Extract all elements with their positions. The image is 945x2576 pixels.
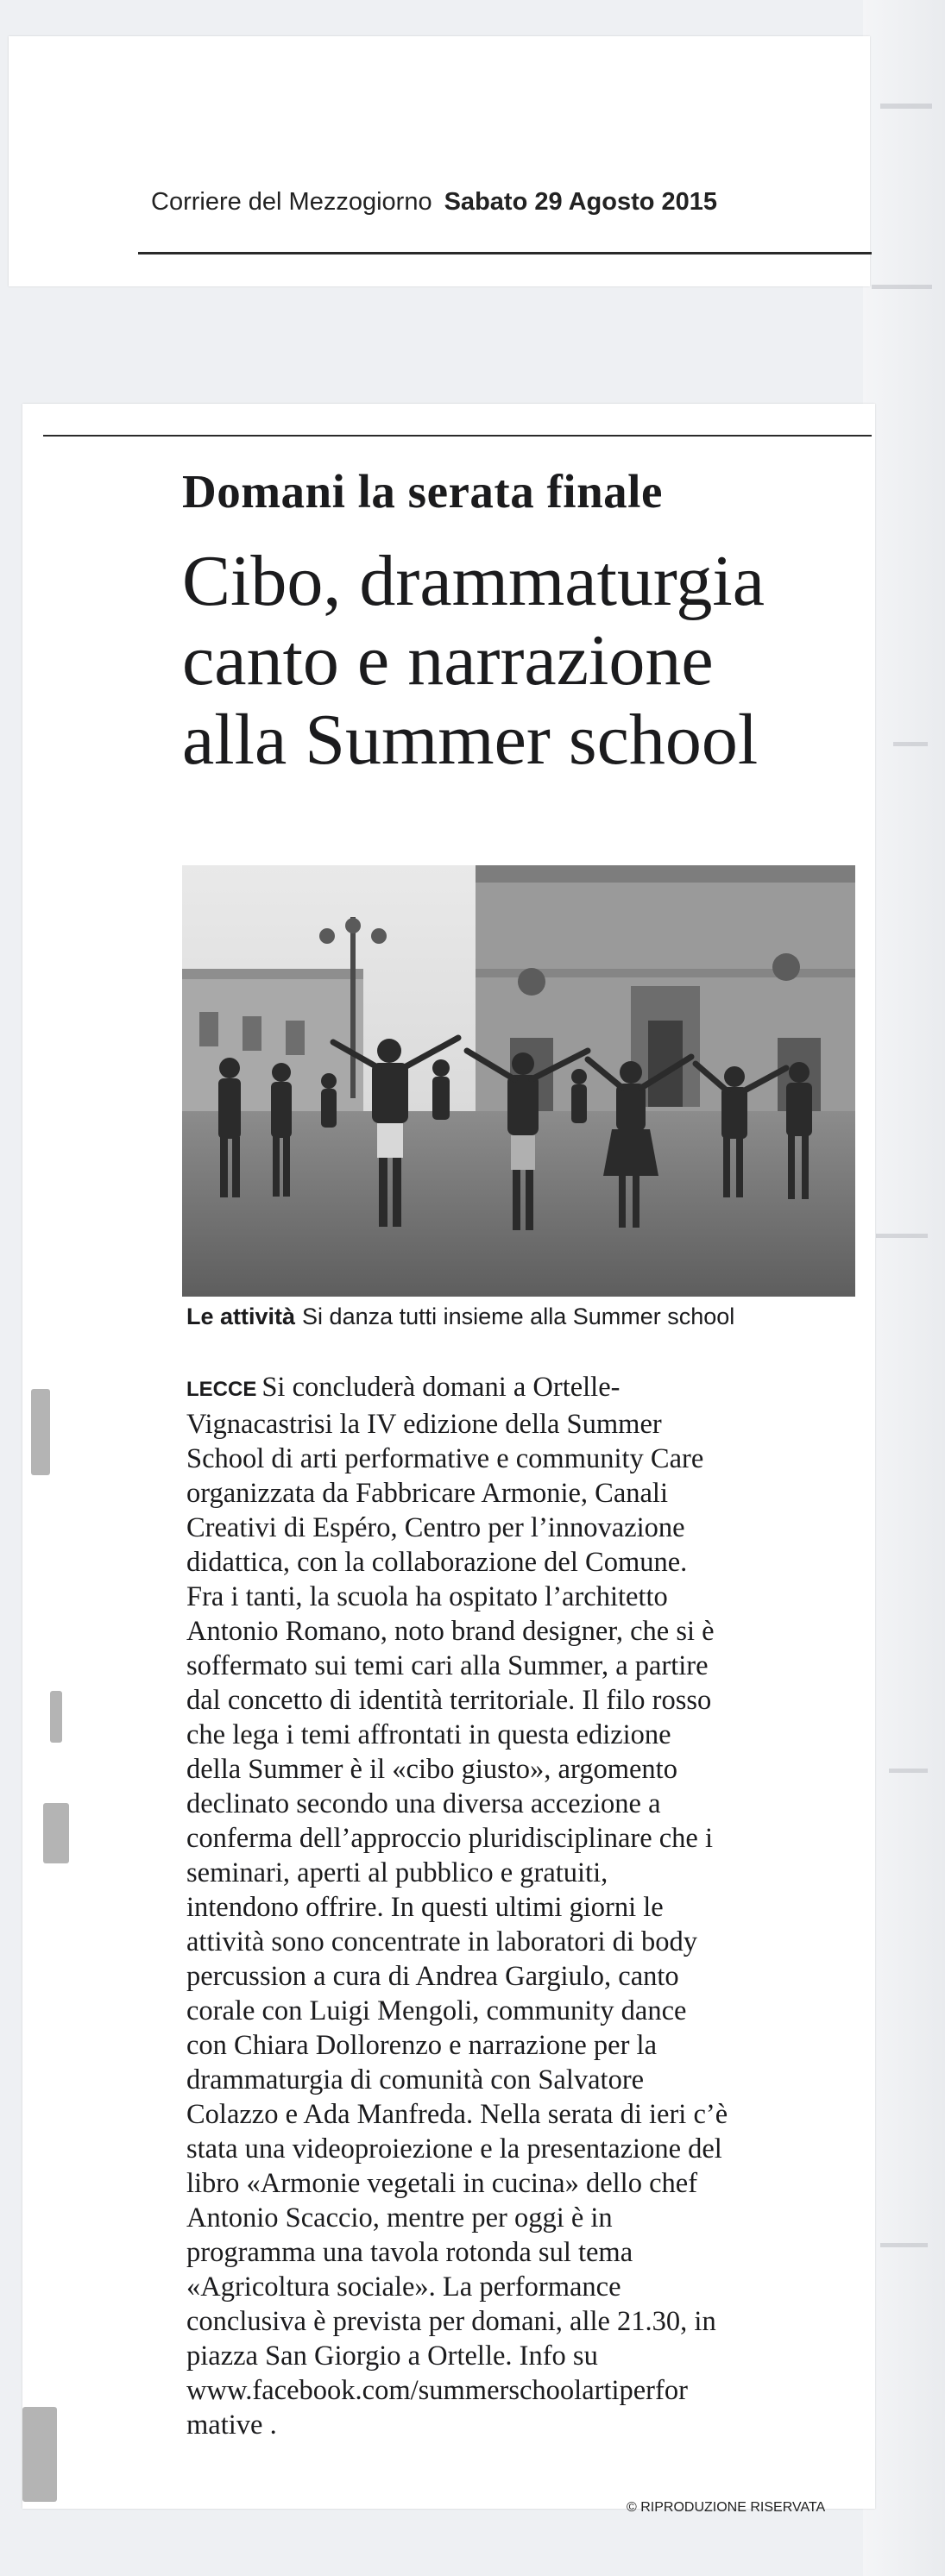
body-line: stata una videoproiezione e la presentazione del [186, 2133, 722, 2164]
body-line: programma una tavola rotonda sul tema [186, 2237, 633, 2268]
photo-caption [186, 1304, 734, 1330]
scan-artifact [43, 1803, 69, 1863]
article-top-rule [43, 435, 872, 437]
body-line: School di arti performative e community Care [186, 1443, 704, 1474]
publication-date: Sabato 29 Agosto 2015 [444, 188, 718, 216]
body-line: soffermato sui temi cari alla Summer, a partire [186, 1650, 709, 1681]
body-line: seminari, aperti al pubblico e gratuiti, [186, 1857, 608, 1888]
copyright-notice: © RIPRODUZIONE RISERVATA [627, 2500, 826, 2515]
body-line: che lega i temi affrontati in questa edizione [186, 1719, 671, 1750]
body-line: conclusiva è prevista per domani, alle 21.30, in [186, 2306, 716, 2337]
body-line: della Summer è il «cibo giusto», argomento [186, 1754, 677, 1785]
body-line: piazza San Giorgio a Ortelle. Info su [186, 2340, 598, 2372]
body-line-text: Si concluderà domani a Ortelle- [261, 1372, 621, 1403]
body-line: drammaturgia di comunità con Salvatore [186, 2064, 645, 2095]
body-line: declinato secondo una diversa accezione a [186, 1788, 661, 1819]
body-line: attività sono concentrate in laboratori di body [186, 1926, 698, 1957]
header-clipping [9, 36, 870, 286]
article-clipping [22, 404, 875, 2515]
body-line [186, 1370, 877, 1407]
caption-label: Le attività [186, 1304, 296, 1329]
dateline-place: LECCE [186, 1378, 257, 1401]
body-line: conferma dell’approccio pluridisciplinare che i [186, 1823, 714, 1854]
article-body [186, 1370, 877, 2442]
body-line: didattica, con la collaborazione del Comune. [186, 1547, 688, 1578]
headline-line: canto e narrazione [182, 620, 714, 701]
body-line: www.facebook.com/summerschoolartiperfor [186, 2375, 688, 2406]
headline-line: alla Summer school [182, 700, 759, 780]
body-line: Vignacastrisi la IV edizione della Summer [186, 1409, 662, 1440]
scan-artifact [31, 1389, 50, 1475]
article-photo [182, 865, 855, 1297]
caption-text: Si danza tutti insieme alla Summer school [302, 1304, 735, 1329]
publication-name: Corriere del Mezzogiorno [151, 188, 432, 216]
body-line: «Agricoltura sociale». La performance [186, 2271, 621, 2303]
body-line: organizzata da Fabbricare Armonie, Canali [186, 1478, 668, 1509]
body-line: libro «Armonie vegetali in cucina» dello chef [186, 2168, 698, 2199]
body-line: Fra i tanti, la scuola ha ospitato l’architetto [186, 1581, 668, 1612]
body-line: Creativi di Espéro, Centro per l’innovazione [186, 1512, 685, 1543]
article-headline [182, 542, 864, 780]
body-line: percussion a cura di Andrea Gargiulo, canto [186, 1961, 679, 1992]
body-line: dal concetto di identità territoriale. Il filo rosso [186, 1685, 712, 1716]
publication-header [151, 188, 717, 217]
body-line: corale con Luigi Mengoli, community dance [186, 1995, 687, 2026]
article-kicker: Domani la serata finale [182, 465, 663, 518]
body-line: intendono offrire. In questi ultimi giorni le [186, 1892, 664, 1923]
header-rule [138, 252, 872, 254]
body-line: Antonio Romano, noto brand designer, che si è [186, 1616, 715, 1647]
body-line: Antonio Scaccio, mentre per oggi è in [186, 2202, 613, 2234]
body-line: mative . [186, 2410, 277, 2441]
body-line: con Chiara Dollorenzo e narrazione per la [186, 2030, 658, 2061]
headline-line: Cibo, drammaturgia [182, 541, 765, 621]
body-line: Colazzo e Ada Manfreda. Nella serata di ieri c’è [186, 2099, 728, 2130]
scan-artifact [22, 2407, 57, 2502]
scan-artifact [50, 1691, 62, 1743]
